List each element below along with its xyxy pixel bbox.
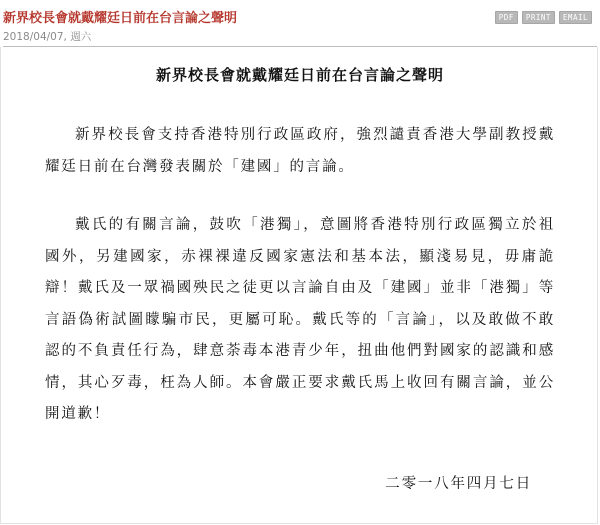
pdf-button[interactable]: PDF <box>495 11 518 24</box>
statement-paragraph-1: 新界校長會支持香港特別行政區政府，強烈譴責香港大學副教授戴耀廷日前在台灣發表關於「建國」的言論。 <box>45 127 555 175</box>
email-button[interactable]: EMAIL <box>559 11 592 24</box>
statement-title: 新界校長會就戴耀廷日前在台言論之聲明 <box>155 66 444 84</box>
statement-date: 二零一八年四月七日 <box>385 476 532 492</box>
article-date: 2018/04/07, 週六 <box>3 31 92 43</box>
statement-paragraph-2: 戴氏的有關言論，鼓吹「港獨」，意圖將香港特別行政區獨立於祖國外，另建國家，赤裸裸違反國家憲法和基本法，顯淺易見，毋庸詭辯！戴氏及一眾禍國殃民之徒更以言論自由及「建國」並非「港獨」等言語偽術試圖矇騙市民，更屬可恥。戴氏等的「言論」，以及敢做不敢認的不負責任行為，肆意荼毒本港青少年，扭曲他們對國家的認識和感情，其心歹毒，枉為人師。本會嚴正要求戴氏馬上收回有關言論，並公開道歉！ <box>45 217 555 422</box>
print-button[interactable]: PRINT <box>522 11 555 24</box>
article-actions <box>495 11 592 24</box>
article-header <box>0 0 600 44</box>
article-title[interactable]: 新界校長會就戴耀廷日前在台言論之聲明 <box>3 11 238 26</box>
